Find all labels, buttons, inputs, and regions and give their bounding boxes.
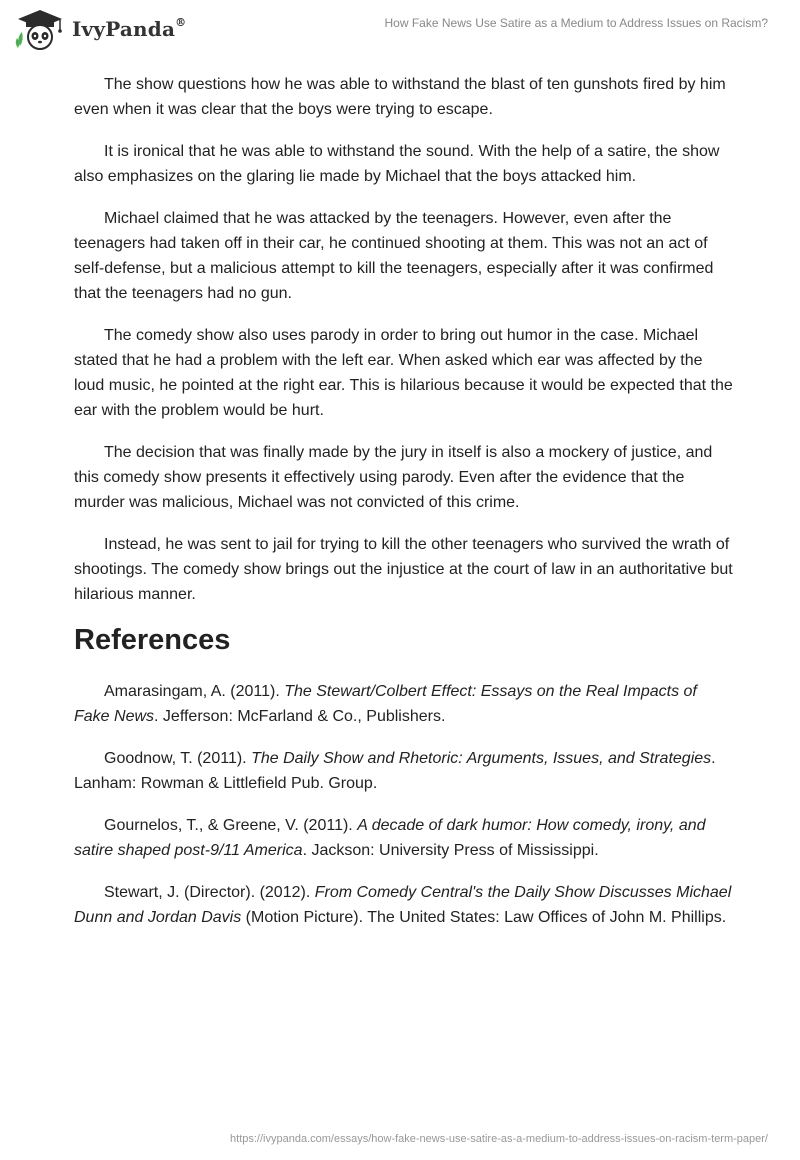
document-title: How Fake News Use Satire as a Medium to Address Issues on Racism? (384, 16, 768, 30)
reference-item: Amarasingam, A. (2011). The Stewart/Colbert Effect: Essays on the Real Impacts of Fake News. Jefferson: McFarland & Co., Publishers. (74, 683, 697, 725)
reference-item: Goodnow, T. (2011). The Daily Show and Rhetoric: Arguments, Issues, and Strategies. Lanham: Rowman & Littlefield Pub. Group. (74, 750, 716, 792)
page-header (0, 0, 800, 60)
reference-item: Stewart, J. (Director). (2012). From Comedy Central's the Daily Show Discusses Michael Dunn and Jordan Davis (Motion Picture). The United States: Law Offices of John M. Phillips. (74, 884, 732, 926)
panda-graduate-icon (14, 8, 66, 50)
essay-content (74, 72, 734, 947)
body-paragraph: Instead, he was sent to jail for trying to kill the other teenagers who survived the wrath of shootings. The comedy show brings out the injustice at the court of law in an authoritative but hilarious manner. (74, 536, 733, 603)
body-paragraph: The comedy show also uses parody in order to bring out humor in the case. Michael stated that he had a problem with the left ear. When asked which ear was affected by the loud music, he pointed at the right ear. This is hilarious because it would be expected that the ear with the problem would be hurt. (74, 327, 733, 419)
body-paragraph: Michael claimed that he was attacked by the teenagers. However, even after the teenagers had taken off in their car, he continued shooting at them. This was not an act of self-defense, but a malicious attempt to kill the teenagers, especially after it was confirmed that the teenagers had no gun. (74, 210, 714, 302)
ivypanda-logo[interactable] (14, 8, 186, 50)
body-paragraph: It is ironical that he was able to withstand the sound. With the help of a satire, the show also emphasizes on the glaring lie made by Michael that the boys attacked him. (74, 143, 720, 185)
source-url[interactable]: https://ivypanda.com/essays/how-fake-news-use-satire-as-a-medium-to-address-issues-on-racism-term-paper/ (230, 1133, 768, 1145)
body-paragraph: The decision that was finally made by the jury in itself is also a mockery of justice, and this comedy show presents it effectively using parody. Even after the evidence that the murder was malicious, Michael was not convicted of this crime. (74, 444, 713, 511)
logo-wordmark: IvyPanda® (72, 16, 187, 41)
reference-item: Gournelos, T., & Greene, V. (2011). A decade of dark humor: How comedy, irony, and satire shaped post-9/11 America. Jackson: University Press of Mississippi. (74, 817, 706, 859)
references-heading: References (74, 624, 231, 656)
references-list (74, 679, 734, 930)
body-paragraph: The show questions how he was able to withstand the blast of ten gunshots fired by him even when it was clear that the boys were trying to escape. (74, 76, 726, 118)
